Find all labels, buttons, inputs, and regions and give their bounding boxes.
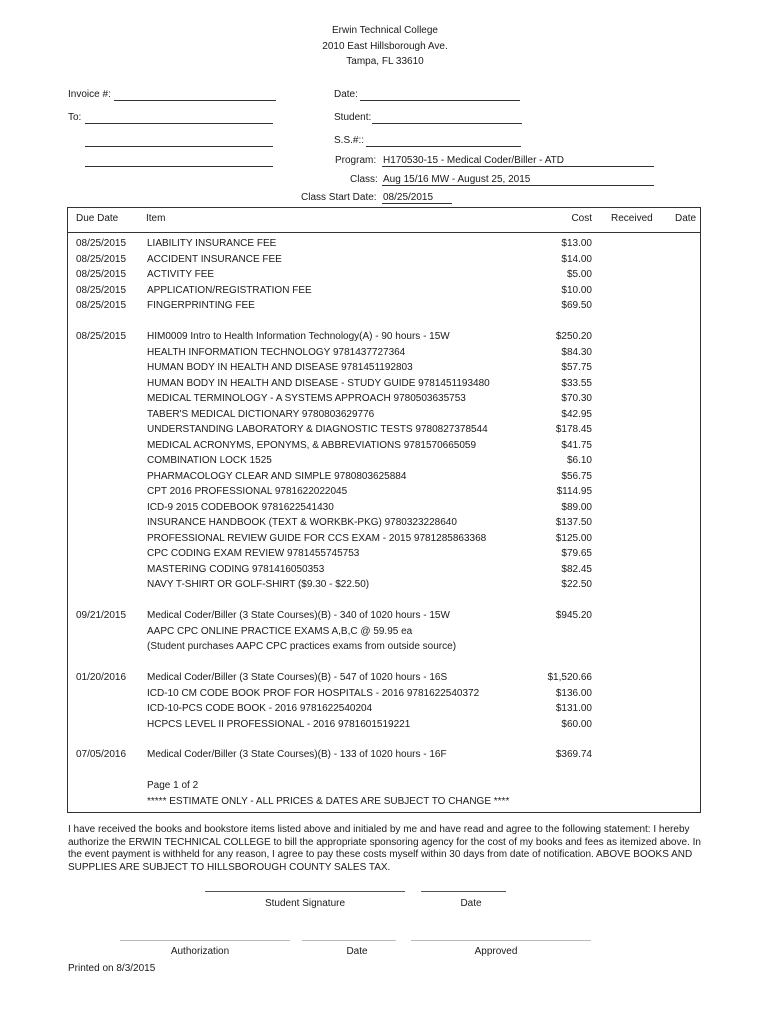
row-item: ACCIDENT INSURANCE FEE xyxy=(147,253,282,265)
row-due-date: 09/21/2015 xyxy=(76,610,127,621)
col-header-date: Date xyxy=(675,213,697,224)
to-field-line3[interactable] xyxy=(85,166,273,167)
class-start-underline xyxy=(382,203,452,204)
row-cost: $6.10 xyxy=(566,455,592,466)
row-item: TABER'S MEDICAL DICTIONARY 9780803629776 xyxy=(147,408,375,420)
authorization-date-label: Date xyxy=(346,946,368,957)
table-row xyxy=(68,579,700,593)
table-row xyxy=(68,424,700,438)
row-item: NAVY T-SHIRT OR GOLF-SHIRT ($9.30 - $22.50) xyxy=(147,579,370,590)
table-row xyxy=(68,749,700,763)
row-item: HEALTH INFORMATION TECHNOLOGY 9781437727364 xyxy=(147,346,406,358)
ss-field[interactable] xyxy=(366,146,521,147)
table-row xyxy=(68,688,700,702)
to-field-line1[interactable] xyxy=(85,123,273,124)
row-item: PHARMACOLOGY CLEAR AND SIMPLE 9780803625884 xyxy=(147,470,407,482)
table-row xyxy=(68,238,700,252)
header-divider xyxy=(68,232,700,233)
class-underline xyxy=(382,185,654,186)
row-cost: $60.00 xyxy=(561,718,592,730)
row-item: UNDERSTANDING LABORATORY & DIAGNOSTIC TESTS 9780827378544 xyxy=(147,424,488,435)
row-cost: $125.00 xyxy=(555,532,592,544)
estimate-note: ***** ESTIMATE ONLY - ALL PRICES & DATES ARE SUBJECT TO CHANGE **** xyxy=(147,796,510,807)
table-row xyxy=(68,517,700,531)
row-item: Medical Coder/Biller (3 State Courses)(B) - 547 of 1020 hours - 16S xyxy=(147,672,448,683)
row-item: COMBINATION LOCK 1525 xyxy=(147,455,272,466)
row-due-date: 08/25/2015 xyxy=(76,253,127,265)
table-row xyxy=(68,285,700,299)
row-cost: $42.95 xyxy=(561,408,592,420)
row-item: CPT 2016 PROFESSIONAL 9781622022045 xyxy=(147,486,348,497)
invoice-field[interactable] xyxy=(114,100,276,101)
row-cost: $69.50 xyxy=(561,300,592,311)
row-due-date: 08/25/2015 xyxy=(76,238,127,249)
row-cost: $70.30 xyxy=(561,393,592,404)
row-cost: $89.00 xyxy=(561,501,592,513)
row-cost: $82.45 xyxy=(561,563,592,575)
row-cost: $5.00 xyxy=(566,269,592,280)
row-cost: $136.00 xyxy=(555,687,592,699)
row-due-date: 08/25/2015 xyxy=(76,284,127,296)
row-cost: $114.95 xyxy=(556,486,592,497)
row-item: ICD-10 CM CODE BOOK PROF FOR HOSPITALS - 2016 9781622540372 xyxy=(147,687,480,699)
table-row xyxy=(68,300,700,314)
row-cost: $41.75 xyxy=(561,439,592,451)
table-row xyxy=(68,254,700,268)
table-row xyxy=(68,502,700,516)
table-row xyxy=(68,703,700,717)
table-row xyxy=(68,486,700,500)
to-label: To: xyxy=(68,112,82,123)
table-row xyxy=(68,641,700,655)
table-row xyxy=(68,455,700,469)
row-cost: $10.00 xyxy=(561,284,592,296)
authorization-label: Authorization xyxy=(170,946,230,957)
row-item: APPLICATION/REGISTRATION FEE xyxy=(147,284,312,296)
to-field-line2[interactable] xyxy=(85,146,273,147)
table-row xyxy=(68,440,700,454)
table-row xyxy=(68,347,700,361)
col-header-cost: Cost xyxy=(571,213,592,224)
college-address-line2: Tampa, FL 33610 xyxy=(346,56,424,67)
table-row xyxy=(68,471,700,485)
row-item: FINGERPRINTING FEE xyxy=(147,300,255,311)
class-start-value: 08/25/2015 xyxy=(383,192,434,203)
table-row xyxy=(68,269,700,283)
agreement-text: I have received the books and bookstore items listed above and initialed by me and have read and agree to the following statement: I hereby authorize the ERWIN TECHNICAL COLLEGE to bill the appropriate sponsoring agency for the cost of my books and fees as itemized above. In the event payment is withheld for any reason, I agree to pay these costs myself within 30 days from date of notification. ABOVE BOOKS AND SUPPLIES ARE SUBJECT TO HILLSBOROUGH COUNTY SALES TAX. xyxy=(68,824,701,873)
row-cost: $33.55 xyxy=(561,377,592,389)
printed-on: Printed on 8/3/2015 xyxy=(68,963,156,974)
row-cost: $13.00 xyxy=(561,238,592,249)
row-due-date: 08/25/2015 xyxy=(76,269,127,280)
row-cost: $57.75 xyxy=(561,362,592,373)
row-item: PROFESSIONAL REVIEW GUIDE FOR CCS EXAM - 2015 9781285863368 xyxy=(147,532,487,544)
date-label: Date: xyxy=(334,89,358,100)
row-cost: $131.00 xyxy=(555,703,592,714)
row-due-date: 08/25/2015 xyxy=(76,331,127,342)
row-item: ICD-9 2015 CODEBOOK 9781622541430 xyxy=(147,501,334,513)
authorization-line[interactable] xyxy=(120,940,290,941)
col-header-received: Received xyxy=(611,213,653,224)
signature-date-line[interactable] xyxy=(421,891,506,892)
invoice-label: Invoice #: xyxy=(68,89,111,100)
row-item: HCPCS LEVEL II PROFESSIONAL - 2016 9781601519221 xyxy=(147,718,411,730)
row-cost: $84.30 xyxy=(561,346,592,358)
table-row xyxy=(68,331,700,345)
class-value: Aug 15/16 MW - August 25, 2015 xyxy=(383,174,531,185)
row-item: AAPC CPC ONLINE PRACTICE EXAMS A,B,C @ 59.95 ea xyxy=(147,625,413,637)
row-item: MEDICAL ACRONYMS, EPONYMS, & ABBREVIATIONS 9781570665059 xyxy=(147,439,477,451)
class-label: Class: xyxy=(350,174,378,185)
student-signature-label: Student Signature xyxy=(264,898,346,909)
student-field[interactable] xyxy=(372,123,522,124)
table-row xyxy=(68,362,700,376)
table-row xyxy=(68,393,700,407)
table-row xyxy=(68,626,700,640)
row-item: MEDICAL TERMINOLOGY - A SYSTEMS APPROACH 9780503635753 xyxy=(147,393,466,404)
row-item: (Student purchases AAPC CPC practices exams from outside source) xyxy=(147,641,457,652)
page-number: Page 1 of 2 xyxy=(147,780,199,791)
row-cost: $250.20 xyxy=(555,331,592,342)
row-item: HIM0009 Intro to Health Information Technology(A) - 90 hours - 15W xyxy=(147,331,450,342)
student-label: Student: xyxy=(334,112,372,123)
college-address-line1: 2010 East Hillsborough Ave. xyxy=(322,41,448,52)
row-item: Medical Coder/Biller (3 State Courses)(B) - 340 of 1020 hours - 15W xyxy=(147,610,450,621)
row-cost: $56.75 xyxy=(561,470,592,482)
row-item: ICD-10-PCS CODE BOOK - 2016 9781622540204 xyxy=(147,703,373,714)
col-header-due-date: Due Date xyxy=(76,213,119,224)
row-item: MASTERING CODING 9781416050353 xyxy=(147,563,325,575)
row-cost: $369.74 xyxy=(555,749,592,760)
row-cost: $14.00 xyxy=(561,253,592,265)
row-item: HUMAN BODY IN HEALTH AND DISEASE - STUDY GUIDE 9781451193480 xyxy=(147,377,490,389)
table-row xyxy=(68,719,700,733)
table-row xyxy=(68,672,700,686)
ss-label: S.S.#:: xyxy=(334,135,365,146)
program-label: Program: xyxy=(335,155,377,166)
invoice-table xyxy=(67,207,701,813)
row-cost: $945.20 xyxy=(555,610,592,621)
table-row xyxy=(68,533,700,547)
row-cost: $1,520.66 xyxy=(547,672,592,683)
row-cost: $137.50 xyxy=(555,517,592,528)
program-value: H170530-15 - Medical Coder/Biller - ATD xyxy=(383,155,565,166)
row-due-date: 07/05/2016 xyxy=(76,749,127,760)
row-cost: $22.50 xyxy=(561,579,592,590)
table-row xyxy=(68,564,700,578)
approved-label: Approved xyxy=(474,946,518,957)
row-item: Medical Coder/Biller (3 State Courses)(B) - 133 of 1020 hours - 16F xyxy=(147,749,447,760)
class-start-label: Class Start Date: xyxy=(301,192,377,203)
row-item: ACTIVITY FEE xyxy=(147,269,215,280)
row-item: LIABILITY INSURANCE FEE xyxy=(147,238,277,249)
row-cost: $178.45 xyxy=(555,424,592,435)
program-underline xyxy=(382,166,654,167)
authorization-date-line[interactable] xyxy=(302,940,396,941)
row-due-date: 01/20/2016 xyxy=(76,672,127,683)
signature-date-label: Date xyxy=(460,898,482,909)
row-item: INSURANCE HANDBOOK (TEXT & WORKBK-PKG) 9780323228640 xyxy=(147,517,457,528)
row-item: CPC CODING EXAM REVIEW 9781455745753 xyxy=(147,548,360,559)
date-field[interactable] xyxy=(360,100,520,101)
table-row xyxy=(68,548,700,562)
row-due-date: 08/25/2015 xyxy=(76,300,127,311)
table-row xyxy=(68,378,700,392)
table-row xyxy=(68,610,700,624)
row-cost: $79.65 xyxy=(561,548,592,559)
student-signature-line[interactable] xyxy=(205,891,405,892)
row-item: HUMAN BODY IN HEALTH AND DISEASE 9781451192803 xyxy=(147,362,413,373)
table-row xyxy=(68,409,700,423)
college-name: Erwin Technical College xyxy=(332,25,438,36)
col-header-item: Item xyxy=(146,213,166,224)
approved-line[interactable] xyxy=(411,940,591,941)
